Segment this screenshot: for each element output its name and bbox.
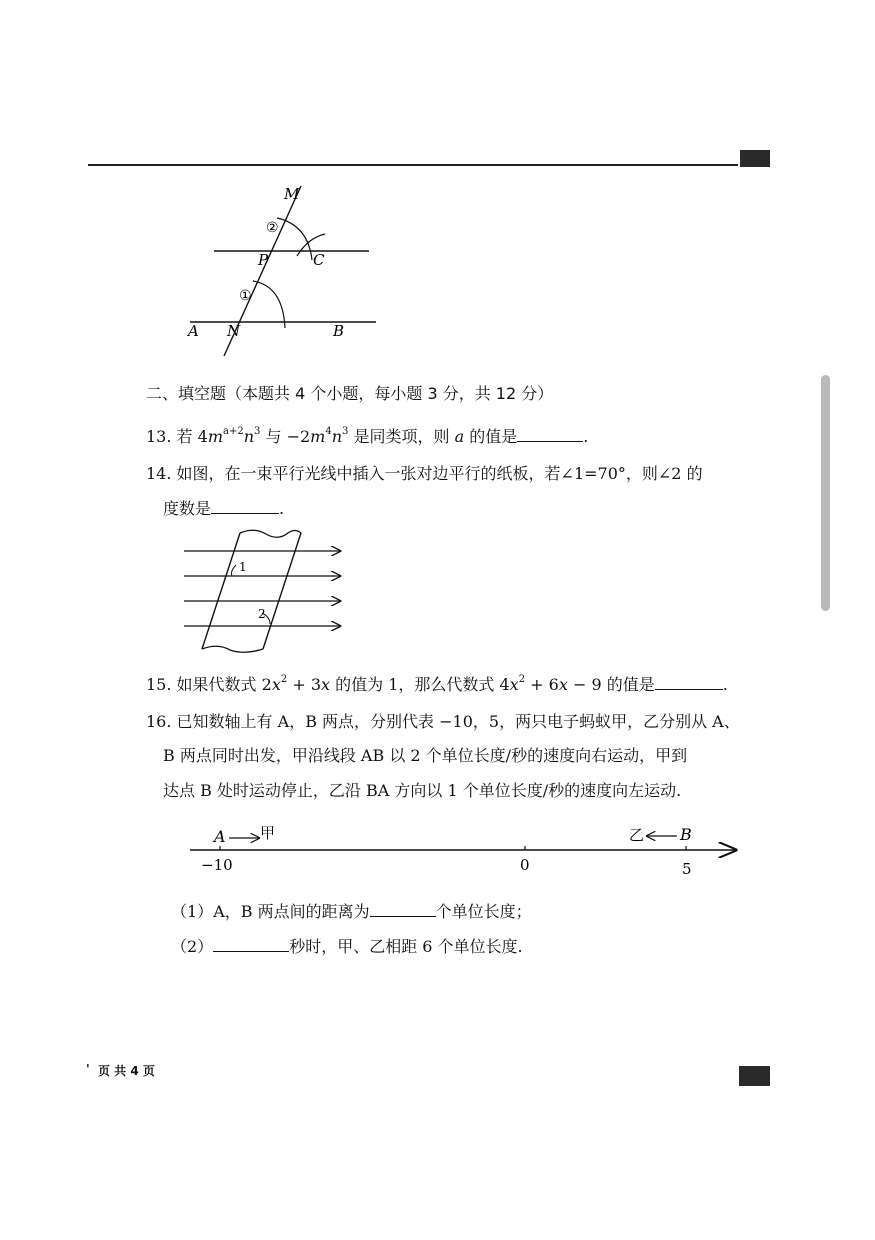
tick-label-0: 0 xyxy=(520,856,530,874)
question-14-line2: 度数是 . xyxy=(163,499,285,518)
question-16-part2: （2） 秒时，甲、乙相距 6 个单位长度. xyxy=(171,937,523,956)
answer-blank-16-2[interactable] xyxy=(213,937,289,952)
question-15: 15. 如果代数式 $2x^2 + 3x$ 的值为 1，那么代数式 $4x^2 + 6x - 9$ 的值是 . xyxy=(146,673,728,694)
section-heading: 二、填空题（本题共 4 个小题，每小题 3 分，共 12 分） xyxy=(146,384,554,403)
answer-blank-14[interactable] xyxy=(211,499,279,514)
label-A: A xyxy=(188,322,199,340)
page-footer: 页 共 4 页 xyxy=(98,1064,155,1078)
question-16-part1: （1）A，B 两点间的距离为 个单位长度； xyxy=(171,902,532,921)
header-rule xyxy=(88,164,738,166)
label-angle2: ② xyxy=(266,220,279,236)
answer-blank-15[interactable] xyxy=(655,675,723,690)
label-P: P xyxy=(258,251,269,269)
label-M: M xyxy=(284,185,300,203)
number-line xyxy=(185,818,745,880)
construction-figure xyxy=(180,180,390,360)
answer-blank-13[interactable] xyxy=(517,427,583,442)
axis-label-A: A xyxy=(214,827,226,846)
label-N: N xyxy=(227,322,241,340)
angle-label-2: 2 xyxy=(258,607,266,621)
angle-label-1: 1 xyxy=(239,560,247,574)
scrollbar[interactable] xyxy=(821,375,830,611)
parallel-light-figure xyxy=(178,525,348,655)
question-16-line2: B 两点同时出发，甲沿线段 AB 以 2 个单位长度/秒的速度向右运动，甲到 xyxy=(163,746,688,765)
label-B: B xyxy=(333,322,345,340)
tick-label-minus10: −10 xyxy=(201,856,233,874)
footer-mark: ' xyxy=(86,1062,90,1076)
axis-label-yi: 乙 xyxy=(629,826,645,844)
question-14-line1: 14. 如图，在一束平行光线中插入一张对边平行的纸板，若∠1=70°，则∠2 的 xyxy=(146,464,703,483)
answer-blank-16-1[interactable] xyxy=(370,902,436,917)
question-16-line1: 16. 已知数轴上有 A，B 两点，分别代表 −10，5，两只电子蚂蚁甲，乙分别从 A、 xyxy=(146,712,740,731)
axis-label-B: B xyxy=(680,825,692,844)
label-angle1: ① xyxy=(239,288,252,304)
registration-mark-bottom xyxy=(739,1066,770,1086)
question-16-line3: 达点 B 处时运动停止，乙沿 BA 方向以 1 个单位长度/秒的速度向左运动. xyxy=(163,781,682,800)
label-C: C xyxy=(313,251,325,269)
registration-mark-top xyxy=(740,150,770,167)
question-13: 13. 若 $4m^{a+2}n^3$ 与 $-2m^4n^3$ 是同类项，则 a 的值是 . xyxy=(146,425,589,446)
axis-label-jia: 甲 xyxy=(260,824,276,842)
tick-label-5: 5 xyxy=(682,860,692,878)
